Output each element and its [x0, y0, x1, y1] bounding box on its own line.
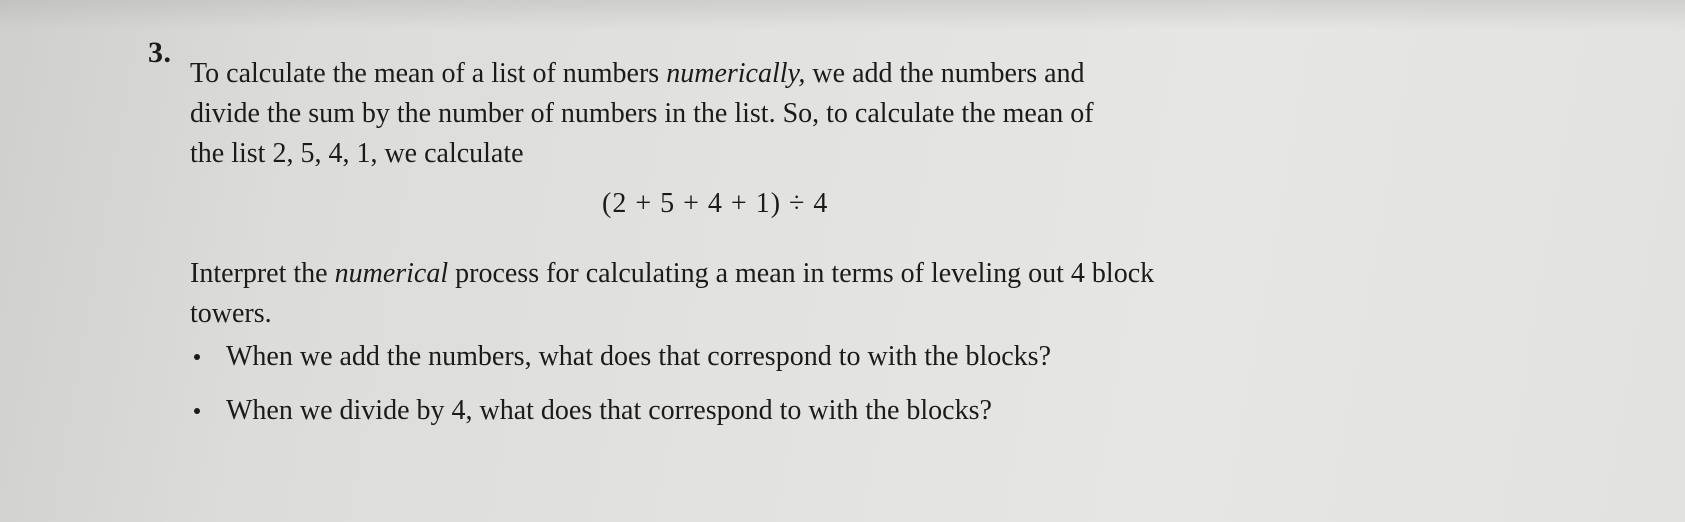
- page-shadow: [0, 0, 1685, 30]
- intro-text: To calculate the mean of a list of numbers: [190, 58, 667, 89]
- prompt-line-2: towers.: [190, 298, 272, 329]
- intro-text: we add the numbers and: [805, 58, 1085, 89]
- list-item: [190, 330, 1051, 384]
- bullet-text: When we divide by 4, what does that correspond to with the blocks?: [226, 395, 992, 426]
- prompt-line-1: [190, 254, 1154, 294]
- bullet-icon: [194, 408, 200, 414]
- prompt-text: Interpret the: [190, 258, 335, 289]
- problem-prompt: [190, 254, 1154, 334]
- problem-intro: [190, 54, 1094, 174]
- intro-line-3: the list 2, 5, 4, 1, we calculate: [190, 138, 524, 169]
- list-item: [190, 384, 1051, 438]
- question-list: [190, 330, 1051, 438]
- intro-line-2: divide the sum by the number of numbers in the list. So, to calculate the mean of: [190, 98, 1094, 129]
- intro-emphasis: numerically,: [666, 58, 806, 89]
- bullet-icon: [194, 354, 200, 360]
- bullet-text: When we add the numbers, what does that correspond to with the blocks?: [226, 341, 1052, 372]
- prompt-text: process for calculating a mean in terms of leveling out 4 block: [448, 258, 1155, 289]
- intro-line-1: [190, 54, 1094, 94]
- mean-equation: (2 + 5 + 4 + 1) ÷ 4: [602, 188, 829, 219]
- prompt-emphasis: numerical: [334, 258, 449, 289]
- problem-number: 3.: [148, 36, 172, 69]
